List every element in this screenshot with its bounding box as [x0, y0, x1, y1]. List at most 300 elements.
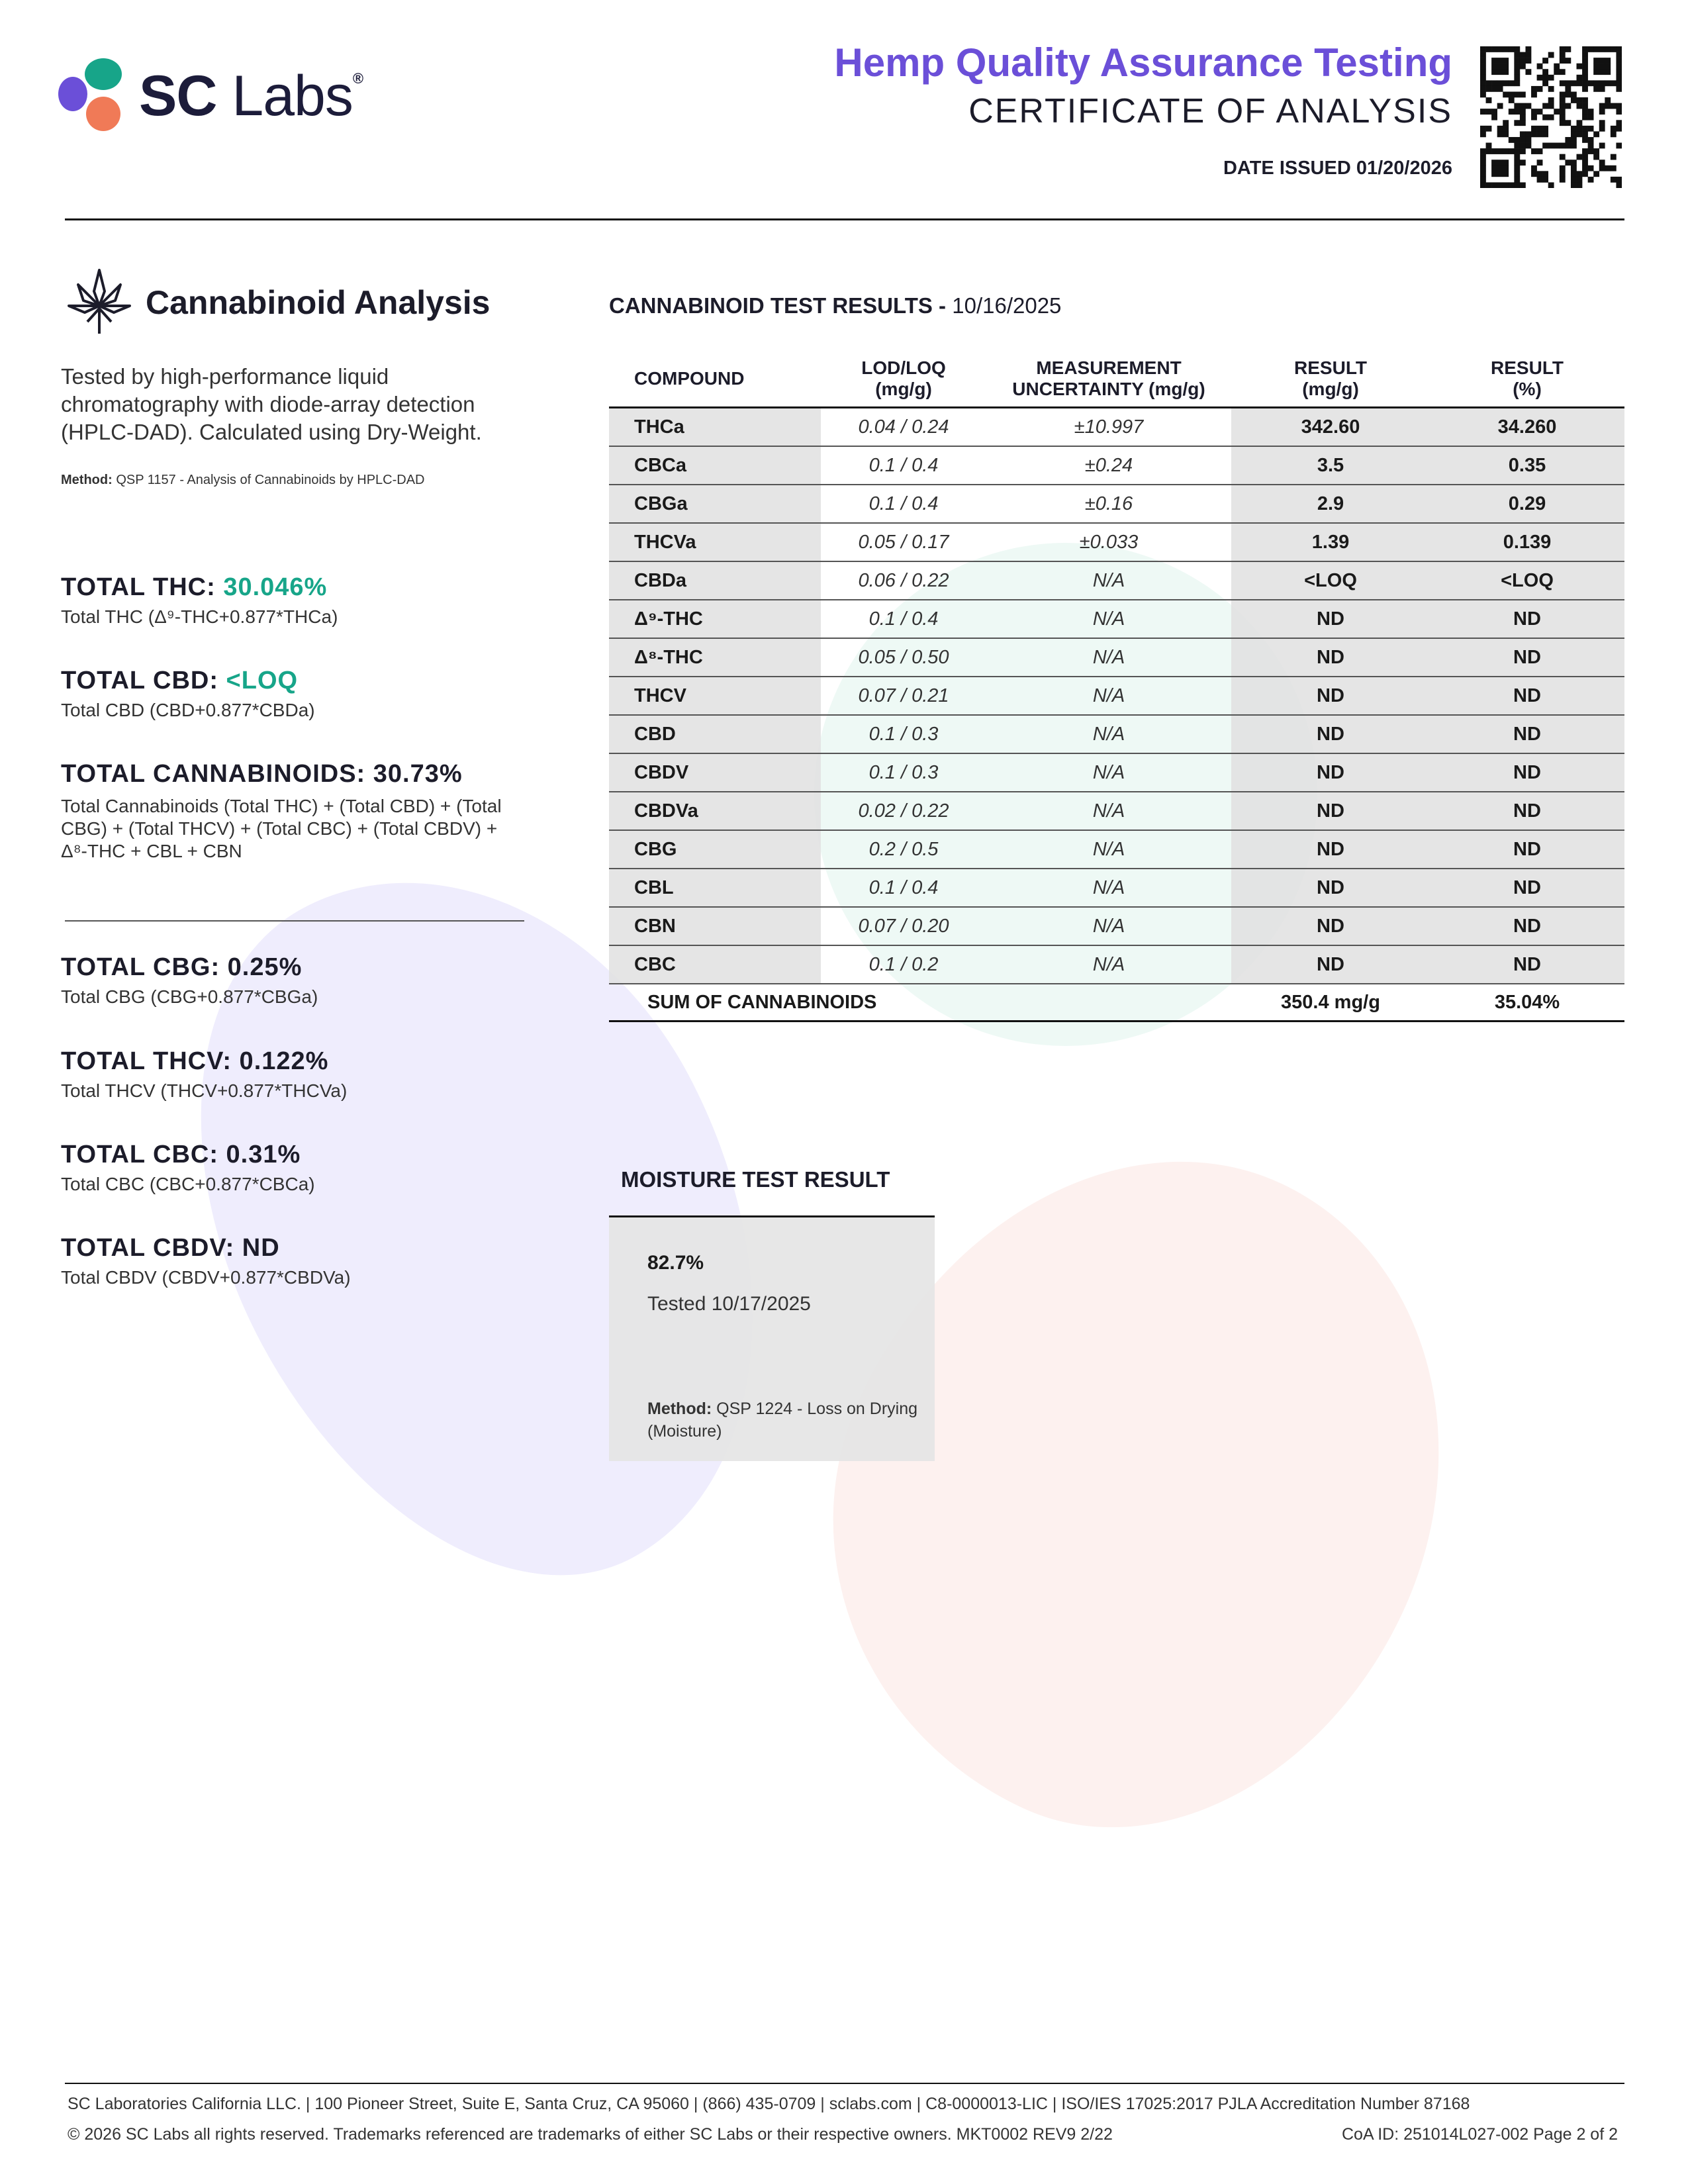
cell-compound: THCVa: [609, 523, 821, 561]
cell-result-pct: ND: [1430, 753, 1624, 792]
qr-module: [1577, 75, 1583, 81]
qr-module: [1520, 160, 1526, 166]
qr-module: [1582, 86, 1588, 92]
qr-module: [1497, 58, 1503, 64]
table-header-row: [609, 351, 1624, 408]
qr-module: [1582, 46, 1588, 52]
qr-module: [1616, 69, 1622, 75]
qr-module: [1537, 109, 1543, 115]
cell-lod: 0.1 / 0.2: [821, 945, 986, 984]
qr-module: [1599, 143, 1605, 149]
qr-module: [1525, 69, 1531, 75]
qr-module: [1554, 64, 1560, 70]
header-title: Hemp Quality Assurance Testing: [834, 40, 1452, 85]
qr-module: [1542, 131, 1548, 137]
qr-module: [1560, 120, 1566, 126]
footer-copyright: © 2026 SC Labs all rights reserved. Trademarks referenced are trademarks of either SC Labs or their respective owners. MKT0002 REV9 2/22: [68, 2125, 1113, 2144]
qr-module: [1560, 103, 1566, 109]
qr-module: [1611, 177, 1617, 183]
qr-module: [1525, 131, 1531, 137]
total-cbg: [61, 953, 318, 1008]
qr-module: [1503, 80, 1509, 86]
header-subtitle: CERTIFICATE OF ANALYSIS: [968, 92, 1452, 130]
qr-module: [1588, 143, 1594, 149]
cell-result-mg: 1.39: [1231, 523, 1430, 561]
qr-module: [1497, 182, 1503, 188]
header-uncertainty-line2: UNCERTAINTY (mg/g): [1012, 379, 1205, 399]
qr-module: [1514, 69, 1520, 75]
qr-module: [1486, 182, 1492, 188]
logo-wordmark: [139, 64, 363, 129]
qr-module: [1548, 86, 1554, 92]
cell-lod: 0.1 / 0.4: [821, 446, 986, 485]
qr-module: [1503, 126, 1509, 132]
cell-compound: CBN: [609, 907, 821, 945]
qr-module: [1520, 120, 1526, 126]
qr-module: [1497, 64, 1503, 70]
qr-module: [1605, 80, 1611, 86]
cell-result-pct: <LOQ: [1430, 561, 1624, 600]
qr-module: [1616, 86, 1622, 92]
qr-module: [1509, 137, 1515, 143]
qr-module: [1582, 75, 1588, 81]
qr-module: [1520, 52, 1526, 58]
qr-module: [1514, 160, 1520, 166]
cell-result-pct: ND: [1430, 945, 1624, 984]
qr-module: [1593, 86, 1599, 92]
cell-compound: CBGa: [609, 485, 821, 523]
qr-module: [1588, 126, 1594, 132]
table-row: [609, 523, 1624, 561]
qr-module: [1531, 171, 1537, 177]
sum-result-pct: 35.04%: [1430, 984, 1624, 1021]
cell-uncertainty: N/A: [986, 600, 1231, 638]
qr-module: [1582, 80, 1588, 86]
qr-module: [1599, 120, 1605, 126]
qr-module: [1537, 148, 1543, 154]
qr-module: [1503, 69, 1509, 75]
qr-module: [1593, 58, 1599, 64]
moisture-tested-date: Tested 10/17/2025: [647, 1293, 811, 1315]
cell-result-pct: 34.260: [1430, 408, 1624, 447]
qr-module: [1514, 120, 1520, 126]
qr-module: [1514, 58, 1520, 64]
qr-module: [1548, 97, 1554, 103]
cell-compound: CBCa: [609, 446, 821, 485]
table-row: [609, 408, 1624, 447]
qr-module: [1491, 58, 1497, 64]
cell-result-mg: ND: [1231, 600, 1430, 638]
total-cbd-value: <LOQ: [226, 667, 299, 694]
cell-lod: 0.1 / 0.4: [821, 869, 986, 907]
qr-module: [1509, 148, 1515, 154]
qr-module: [1577, 131, 1583, 137]
qr-module: [1491, 148, 1497, 154]
qr-module: [1503, 171, 1509, 177]
qr-module: [1593, 80, 1599, 86]
qr-module: [1548, 75, 1554, 81]
qr-module: [1497, 69, 1503, 75]
cell-uncertainty: N/A: [986, 638, 1231, 677]
qr-module: [1582, 148, 1588, 154]
cell-result-mg: 342.60: [1231, 408, 1430, 447]
total-cbdv: [61, 1234, 351, 1289]
qr-module: [1577, 97, 1583, 103]
qr-module: [1565, 160, 1571, 166]
qr-module: [1542, 171, 1548, 177]
qr-module: [1599, 160, 1605, 166]
qr-module: [1577, 80, 1583, 86]
qr-module: [1497, 171, 1503, 177]
cell-result-mg: ND: [1231, 830, 1430, 869]
qr-module: [1531, 126, 1537, 132]
qr-module: [1582, 64, 1588, 70]
qr-module: [1491, 109, 1497, 115]
cell-compound: Δ⁹-THC: [609, 600, 821, 638]
table-row: [609, 677, 1624, 715]
qr-module: [1537, 160, 1543, 166]
qr-module: [1480, 148, 1486, 154]
qr-module: [1537, 126, 1543, 132]
qr-module: [1514, 166, 1520, 171]
cell-result-mg: ND: [1231, 677, 1430, 715]
qr-module: [1588, 166, 1594, 171]
cell-result-pct: ND: [1430, 792, 1624, 830]
qr-module: [1537, 86, 1543, 92]
qr-module: [1560, 177, 1566, 183]
totals-divider: [65, 920, 524, 922]
cell-lod: 0.04 / 0.24: [821, 408, 986, 447]
total-thc: [61, 573, 338, 628]
qr-module: [1480, 58, 1486, 64]
qr-module: [1611, 154, 1617, 160]
qr-module: [1582, 97, 1588, 103]
total-cbc: [61, 1141, 315, 1196]
moisture-title: MOISTURE TEST RESULT: [621, 1167, 890, 1192]
qr-module: [1554, 143, 1560, 149]
header-lod-loq-line1: LOD/LOQ: [861, 357, 946, 378]
qr-module: [1491, 182, 1497, 188]
qr-module: [1497, 148, 1503, 154]
qr-module: [1509, 182, 1515, 188]
qr-module: [1531, 86, 1537, 92]
qr-module: [1497, 160, 1503, 166]
logo-wordmark-light: Labs: [232, 64, 353, 128]
qr-module: [1525, 52, 1531, 58]
cell-compound: THCa: [609, 408, 821, 447]
qr-module: [1605, 64, 1611, 70]
total-cannabinoids-label: TOTAL CANNABINOIDS: 30.73%: [61, 760, 463, 788]
qr-module: [1480, 154, 1486, 160]
qr-module: [1560, 52, 1566, 58]
qr-module: [1491, 171, 1497, 177]
qr-module: [1542, 177, 1548, 183]
cell-result-pct: 0.29: [1430, 485, 1624, 523]
sum-row: [609, 984, 1624, 1021]
cell-compound: CBDVa: [609, 792, 821, 830]
qr-module: [1480, 46, 1486, 52]
qr-module: [1571, 177, 1577, 183]
qr-module: [1480, 171, 1486, 177]
method-label: Method:: [61, 473, 113, 487]
qr-module: [1480, 182, 1486, 188]
cell-uncertainty: ±0.033: [986, 523, 1231, 561]
qr-module: [1520, 182, 1526, 188]
qr-module: [1503, 166, 1509, 171]
qr-module: [1616, 120, 1622, 126]
test-results-title: [609, 293, 1061, 318]
total-cbdv-formula: Total CBDV (CBDV+0.877*CBDVa): [61, 1267, 351, 1288]
qr-module: [1616, 80, 1622, 86]
qr-module: [1565, 91, 1571, 97]
qr-module: [1565, 103, 1571, 109]
qr-module: [1491, 166, 1497, 171]
qr-module: [1605, 103, 1611, 109]
cell-uncertainty: N/A: [986, 753, 1231, 792]
qr-module: [1571, 91, 1577, 97]
qr-module: [1571, 166, 1577, 171]
qr-module: [1577, 171, 1583, 177]
qr-module: [1514, 46, 1520, 52]
table-row: [609, 753, 1624, 792]
qr-module: [1599, 126, 1605, 132]
qr-module: [1486, 97, 1492, 103]
cannabinoid-analysis-title: Cannabinoid Analysis: [146, 284, 491, 321]
header-compound: COMPOUND: [609, 351, 821, 408]
cell-lod: 0.07 / 0.20: [821, 907, 986, 945]
qr-module: [1605, 58, 1611, 64]
cell-lod: 0.02 / 0.22: [821, 792, 986, 830]
qr-module: [1560, 58, 1566, 64]
test-results-date: 10/16/2025: [952, 293, 1062, 318]
qr-module: [1599, 46, 1605, 52]
cell-result-mg: ND: [1231, 869, 1430, 907]
footer-coa-id: CoA ID: 251014L027-002 Page 2 of 2: [1342, 2125, 1618, 2144]
qr-module: [1486, 46, 1492, 52]
qr-module: [1542, 80, 1548, 86]
qr-module: [1480, 131, 1486, 137]
qr-module: [1565, 86, 1571, 92]
cell-result-pct: ND: [1430, 830, 1624, 869]
qr-module: [1542, 69, 1548, 75]
cell-compound: CBDa: [609, 561, 821, 600]
cell-uncertainty: ±0.24: [986, 446, 1231, 485]
qr-module: [1520, 58, 1526, 64]
qr-module: [1486, 109, 1492, 115]
cell-lod: 0.1 / 0.4: [821, 485, 986, 523]
qr-module: [1503, 91, 1509, 97]
table-row: [609, 638, 1624, 677]
cell-compound: CBDV: [609, 753, 821, 792]
qr-module: [1582, 137, 1588, 143]
header-divider: [65, 218, 1624, 220]
qr-module: [1497, 46, 1503, 52]
qr-module: [1503, 182, 1509, 188]
qr-code-icon[interactable]: [1480, 46, 1622, 188]
qr-module: [1577, 120, 1583, 126]
qr-module: [1509, 109, 1515, 115]
cell-result-mg: ND: [1231, 753, 1430, 792]
cell-result-pct: ND: [1430, 715, 1624, 753]
qr-module: [1509, 91, 1515, 97]
qr-module: [1537, 64, 1543, 70]
table-row: [609, 830, 1624, 869]
qr-module: [1491, 86, 1497, 92]
qr-module: [1577, 177, 1583, 183]
qr-module: [1497, 126, 1503, 132]
qr-module: [1599, 166, 1605, 171]
total-cbd-formula: Total CBD (CBD+0.877*CBDa): [61, 700, 315, 720]
qr-module: [1571, 143, 1577, 149]
cell-result-pct: ND: [1430, 869, 1624, 907]
qr-module: [1531, 109, 1537, 115]
qr-module: [1503, 120, 1509, 126]
qr-module: [1486, 86, 1492, 92]
qr-module: [1560, 115, 1566, 120]
qr-module: [1616, 75, 1622, 81]
qr-module: [1582, 58, 1588, 64]
cell-compound: CBL: [609, 869, 821, 907]
qr-module: [1582, 171, 1588, 177]
qr-module: [1611, 166, 1617, 171]
qr-module: [1514, 52, 1520, 58]
total-cbc-formula: Total CBC (CBC+0.877*CBCa): [61, 1174, 315, 1194]
qr-module: [1531, 91, 1537, 97]
total-cannabinoids-formula: Total Cannabinoids (Total THC) + (Total CBD) + (Total CBG) + (Total THCV) + (Total CBC) + (Total CBDV) + Δ⁸-THC + CBL + CBN: [61, 796, 502, 861]
qr-module: [1548, 143, 1554, 149]
table-row: [609, 485, 1624, 523]
qr-module: [1525, 58, 1531, 64]
cell-uncertainty: ±10.997: [986, 408, 1231, 447]
qr-module: [1491, 64, 1497, 70]
qr-module: [1565, 120, 1571, 126]
qr-module: [1571, 137, 1577, 143]
qr-module: [1480, 160, 1486, 166]
qr-module: [1593, 64, 1599, 70]
qr-module: [1616, 109, 1622, 115]
qr-module: [1599, 80, 1605, 86]
cell-result-mg: ND: [1231, 638, 1430, 677]
qr-module: [1514, 109, 1520, 115]
qr-module: [1520, 103, 1526, 109]
qr-module: [1542, 143, 1548, 149]
qr-module: [1560, 154, 1566, 160]
qr-module: [1537, 75, 1543, 81]
qr-module: [1503, 160, 1509, 166]
cell-result-pct: 0.35: [1430, 446, 1624, 485]
cell-uncertainty: N/A: [986, 945, 1231, 984]
qr-module: [1497, 131, 1503, 137]
qr-module: [1554, 69, 1560, 75]
qr-module: [1537, 131, 1543, 137]
total-cbg-formula: Total CBG (CBG+0.877*CBGa): [61, 986, 318, 1007]
qr-module: [1582, 103, 1588, 109]
qr-module: [1480, 86, 1486, 92]
qr-module: [1491, 46, 1497, 52]
qr-module: [1520, 131, 1526, 137]
cell-uncertainty: ±0.16: [986, 485, 1231, 523]
qr-module: [1571, 80, 1577, 86]
cell-compound: Δ⁸-THC: [609, 638, 821, 677]
qr-module: [1593, 154, 1599, 160]
qr-module: [1605, 69, 1611, 75]
qr-module: [1593, 131, 1599, 137]
qr-module: [1514, 64, 1520, 70]
qr-module: [1616, 64, 1622, 70]
footer-address: SC Laboratories California LLC. | 100 Pioneer Street, Suite E, Santa Cruz, CA 95060 | (866) 435-0709 | sclabs.com | C8-0000013-LIC | ISO/IES 17025:2017 PJLA Accreditation Number 87168: [68, 2095, 1470, 2113]
qr-module: [1480, 126, 1486, 132]
qr-module: [1531, 115, 1537, 120]
qr-module: [1542, 75, 1548, 81]
cell-result-mg: ND: [1231, 715, 1430, 753]
sum-label: SUM OF CANNABINOIDS: [609, 984, 1231, 1021]
qr-module: [1503, 64, 1509, 70]
qr-module: [1509, 80, 1515, 86]
cell-uncertainty: N/A: [986, 561, 1231, 600]
cannabinoid-analysis-description: Tested by high-performance liquid chromatography with diode-array detection (HPLC-DAD). Calculated using Dry-Weight.: [61, 364, 482, 444]
logo-wordmark-bold: SC: [139, 64, 217, 128]
qr-module: [1497, 103, 1503, 109]
qr-module: [1593, 69, 1599, 75]
cell-lod: 0.1 / 0.3: [821, 753, 986, 792]
qr-module: [1571, 171, 1577, 177]
qr-module: [1616, 177, 1622, 183]
total-cannabinoids: [61, 760, 511, 863]
qr-module: [1531, 148, 1537, 154]
qr-module: [1486, 80, 1492, 86]
qr-module: [1588, 137, 1594, 143]
qr-module: [1588, 148, 1594, 154]
qr-module: [1514, 171, 1520, 177]
qr-module: [1571, 182, 1577, 188]
qr-module: [1593, 148, 1599, 154]
footer-divider: [65, 2083, 1624, 2084]
moisture-method-label: Method:: [647, 1400, 712, 1418]
cell-result-mg: 3.5: [1231, 446, 1430, 485]
qr-module: [1565, 143, 1571, 149]
header-result-pct-line1: RESULT: [1491, 357, 1564, 378]
header-result-mg-line1: RESULT: [1294, 357, 1367, 378]
cell-uncertainty: N/A: [986, 830, 1231, 869]
total-cbdv-label: TOTAL CBDV: ND: [61, 1234, 280, 1262]
qr-module: [1571, 97, 1577, 103]
qr-module: [1520, 115, 1526, 120]
qr-module: [1520, 64, 1526, 70]
qr-module: [1514, 154, 1520, 160]
qr-module: [1599, 58, 1605, 64]
qr-module: [1542, 103, 1548, 109]
qr-module: [1503, 58, 1509, 64]
header-uncertainty: [986, 351, 1231, 408]
qr-module: [1571, 160, 1577, 166]
qr-module: [1537, 177, 1543, 183]
qr-module: [1491, 80, 1497, 86]
qr-module: [1497, 166, 1503, 171]
method-text: QSP 1157 - Analysis of Cannabinoids by HPLC-DAD: [112, 473, 425, 487]
qr-module: [1497, 86, 1503, 92]
cell-lod: 0.05 / 0.50: [821, 638, 986, 677]
cell-result-pct: ND: [1430, 677, 1624, 715]
cell-result-mg: ND: [1231, 792, 1430, 830]
qr-module: [1582, 69, 1588, 75]
qr-module: [1565, 137, 1571, 143]
qr-module: [1571, 131, 1577, 137]
qr-module: [1480, 177, 1486, 183]
table-row: [609, 945, 1624, 984]
qr-module: [1565, 46, 1571, 52]
qr-module: [1486, 126, 1492, 132]
qr-module: [1520, 148, 1526, 154]
